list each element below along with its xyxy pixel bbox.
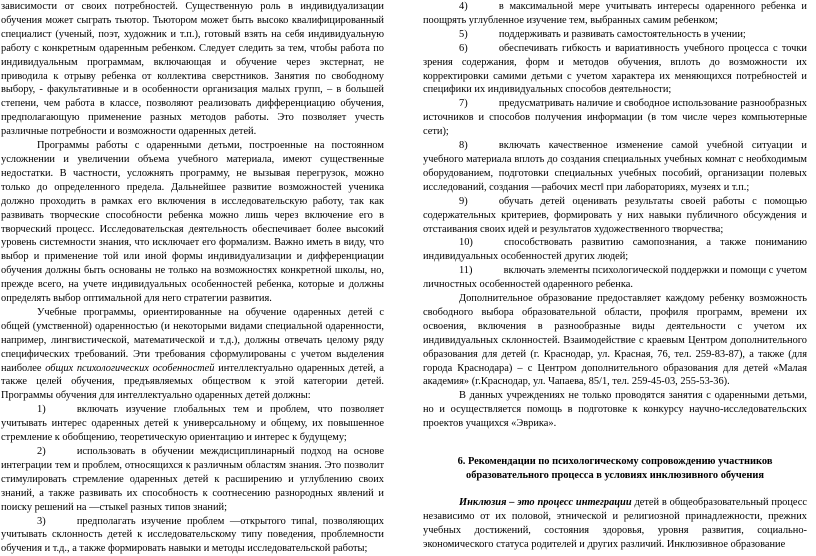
list-text: включать изучение глобальных тем и проблем, что позволяет учитывать интерес одаренных детей к универсальному и общему, их повышенное стремление к обобщению, теоретическую ориентацию и интерес к будущему;: [1, 404, 384, 444]
list-text: включать элементы психологической поддержки и помощи с учетом личностных особенностей одаренного ребенка.: [423, 265, 807, 291]
list-number: 8): [459, 140, 468, 152]
list-text: способствовать развитию самопознания, а также пониманию индивидуальных особенностей других людей;: [423, 237, 807, 263]
list-number: 3): [37, 515, 46, 527]
paragraph-additional-education: Дополнительное образование предоставляет каждому ребенку возможность свободного выбора образовательной области, профиля программ, времени их освоения, включения в разнообразные виды деятельности с учетом их индивидуальных склонностей. Взаимодействие с краевым Центром дополнительного образования для детей (г. Краснодар, ул. Красная, 76, тел. 259-83-87), а также (для города Краснодара) – с Центром дополнительного образования для детей «Малая академия» (г.Краснодар, ул. Чапаева, 85/1, тел. 259-45-03, 255-53-36).: [423, 293, 807, 388]
list-item-11: [423, 264, 807, 292]
list-text: обучать детей оценивать результаты своей работы с помощью содержательных критериев, формировать у них навыки публичного обсуждения и отстаивания своих идей и результатов художественного творчества;: [423, 195, 807, 235]
list-text: обеспечивать гибкость и вариативность учебного процесса с точки зрения содержания, форм и методов обучения, вплоть до возможности их корректировки самими детьми с учетом характера их меняющихся потребностей и специфики их индивидуальных способов деятельности;: [423, 42, 807, 96]
section-heading-line-2: образовательного процесса в условиях инклюзивного обучения: [466, 470, 764, 481]
list-number: 2): [37, 446, 46, 457]
paragraph-inclusion: [423, 496, 807, 552]
curricula-emphasis: общих психологических особенностей: [45, 362, 215, 374]
right-column: [423, 0, 807, 552]
list-number: 7): [459, 98, 468, 110]
paragraph-programs: Программы работы с одаренными детьми, построенные на постоянном усложнении и увеличении объема учебного материала, имеют существенные недостатки. В частности, усложнять программу, не вызывая перегрузок, можно только до определенного предела. Дальнейшее развитие возможностей ученика должно проходить в рамках его включения в исследовательскую работу, так как развивать творческие способности ребенка можно лишь через включение его в творческий процесс. Исследовательская деятельность обеспечивает более высокий уровень системности знания, что исключает его формализм. Важно иметь в виду, что выбор и применение той или иной формы индивидуализации и дифференциации обучения должны быть основаны не только на возможностях конкретной школы, но, прежде всего, на учете индивидуальных особенностей ребенка, которые и должны определять выбор оптимальной для него стратегии развития.: [1, 140, 384, 305]
left-column: [1, 0, 384, 556]
list-text: предполагать изучение проблем ―открытого типа‖, позволяющих учитывать склонность детей к исследовательскому типу поведения, проблемности обучения и т.д., а также формировать навыки и методы исследовательской работы;: [1, 515, 384, 555]
list-number: 5): [459, 28, 468, 40]
list-item-2: [1, 445, 384, 515]
list-number: 9): [459, 195, 468, 207]
curricula-text-a: Учебные программы, ориентированные на обучение одаренных детей с общей (умственной) одаренностью (и некоторыми видами специальной одаренности, например, лингвистической, математической и т.д.), должны отвечать целому ряду специфических требований. Эти требования сформулированы с учетом выделения наиболее: [1, 306, 384, 374]
list-number: 4): [459, 1, 468, 12]
section-spacer: [423, 431, 807, 455]
paragraph-institutions: В данных учреждениях не только проводятся занятия с одаренными детьми, но и осуществляется помощь в подготовке к конкурсу научно-исследовательских проектов учащихся «Эврика».: [423, 390, 807, 430]
list-item-8: [423, 139, 807, 195]
paragraph-individualization: зависимости от своих потребностей. Существенную роль в индивидуализации обучения может сыграть тьютор. Тьютором может быть высоко квалифицированный специалист (ученый, поэт, художник и т.п.), готовый взять на себя индивидуальную работу с конкретным одаренным ребенком. Следует следить за тем, чтобы работа по индивидуальным программам, включающая и обучение через экстернат, не приводила к отрыву ребенка от коллектива сверстников. Занятия по свободному выбору, - факультативные и в особенности организация малых групп, – в большей степени, чем работа в классе, позволяют реализовать дифференциацию обучения, предполагающую применение разных методов работы. Это позволяет учесть различные потребности и возможности одаренных детей.: [1, 1, 384, 138]
list-text: предусматривать наличие и свободное использование разнообразных источников и способов получения информации (в том числе через компьютерные сети);: [423, 98, 807, 138]
list-item-1: [1, 403, 384, 445]
curricula-text-b: интеллектуально одаренных детей, а также целей обучения, предъявляемых обществом к этой категории детей. Программы обучения для интеллектуально одаренных детей должны:: [1, 362, 385, 402]
inclusion-text: детей в общеобразовательный процесс независимо от их половой, этнической и религиозной принадлежности, прежних учебных достижений, состояния здоровья, уровня развития, социально-экономического статуса родителей и других различий. Инклюзивное образование: [423, 496, 807, 550]
list-item-9: [423, 195, 807, 237]
list-number: 1): [37, 404, 46, 416]
list-item-4: [423, 0, 807, 28]
heading-spacer: [423, 483, 807, 496]
list-number: 6): [459, 42, 468, 54]
list-item-3: [1, 515, 384, 556]
paragraph-curricula: [1, 306, 384, 403]
list-item-6: [423, 42, 807, 98]
list-item-10: [423, 236, 807, 264]
list-number: 11): [459, 265, 473, 277]
list-text: включать качественное изменение самой учебной ситуации и учебного материала вплоть до создания специальных учебных комнат с необходимым оборудованием, подготовки специальных учебных пособий, организации полевых исследований, создания ―рабочих мест‖ при лабораториях, музеях и т.п.;: [423, 140, 807, 193]
list-item-7: [423, 97, 807, 139]
list-number: 10): [459, 237, 473, 249]
inclusion-definition: Инклюзия – это процесс интеграции: [459, 496, 632, 508]
list-text: использовать в обучении междисциплинарный подход на основе интеграции тем и проблем, относящихся к различным областям знания. Это позволит стимулировать стремление одаренных детей к расширению и углублению своих знаний, а также развивать их способность к соотнесению разнородных явлений и поиску решений на ―стыке‖ разных типов знаний;: [1, 446, 384, 513]
list-text: поддерживать и развивать самостоятельность в учении;: [498, 28, 746, 40]
list-text: в максимальной мере учитывать интересы одаренного ребенка и поощрять углубленное изучение тем, выбранных самим ребенком;: [423, 1, 807, 26]
list-item-5: [423, 28, 807, 42]
section-heading-line-1: 6. Рекомендации по психологическому сопровождению участников: [457, 456, 773, 468]
